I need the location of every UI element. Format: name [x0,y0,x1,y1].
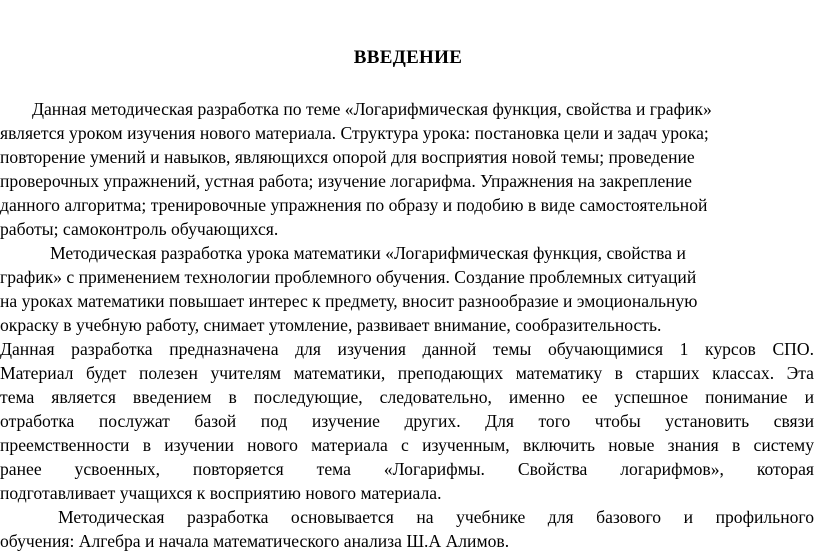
paragraph-line: тема является введением в последующие, следовательно, именно ее успешное понимание и [0,387,814,407]
paragraph-line: подготавливает учащихся к восприятию нового материала. [0,483,442,503]
paragraph-line: на уроках математики повышает интерес к предмету, вносит разнообразие и эмоциональную [0,291,698,311]
paragraph-line: Данная методическая разработка по теме «Логарифмическая функция, свойства и график» [32,99,712,119]
paragraph-line: работы; самоконтроль обучающихся. [0,219,279,239]
paragraph-line: отработка послужат базой под изучение других. Для того чтобы установить связи [0,411,814,431]
paragraph-line: является уроком изучения нового материала. Структура урока: постановка цели и задач урока; [0,123,709,143]
paragraph-line: повторение умений и навыков, являющихся опорой для восприятия новой темы; проведение [0,147,695,167]
paragraph-line: график» с применением технологии проблемного обучения. Создание проблемных ситуаций [0,267,697,287]
paragraph-line: Материал будет полезен учителям математики, преподающих математику в старших классах. Эта [0,363,814,383]
paragraph-line: Методическая разработка урока математики «Логарифмическая функция, свойства и [50,243,686,263]
paragraph-line: окраску в учебную работу, снимает утомление, развивает внимание, сообразительность. [0,315,662,335]
paragraph-line: обучения: Алгебра и начала математического анализа Ш.А Алимов. [0,531,510,551]
page-title: ВВЕДЕНИЕ [353,47,463,68]
paragraph-line: Данная разработка предназначена для изучения данной темы обучающимися 1 курсов СПО. [0,339,814,359]
paragraph-line: проверочных упражнений, устная работа; изучение логарифма. Упражнения на закрепление [0,171,692,191]
paragraph-line: Методическая разработка основывается на учебнике для базового и профильного [58,507,814,527]
paragraph-line: ранее усвоенных, повторяется тема «Логарифмы. Свойства логарифмов», которая [0,459,814,479]
paragraph-line: преемственности в изучении нового материала с изученным, включить новые знания в систему [0,435,814,455]
paragraph-line: данного алгоритма; тренировочные упражнения по образу и подобию в виде самостоятельной [0,195,708,215]
